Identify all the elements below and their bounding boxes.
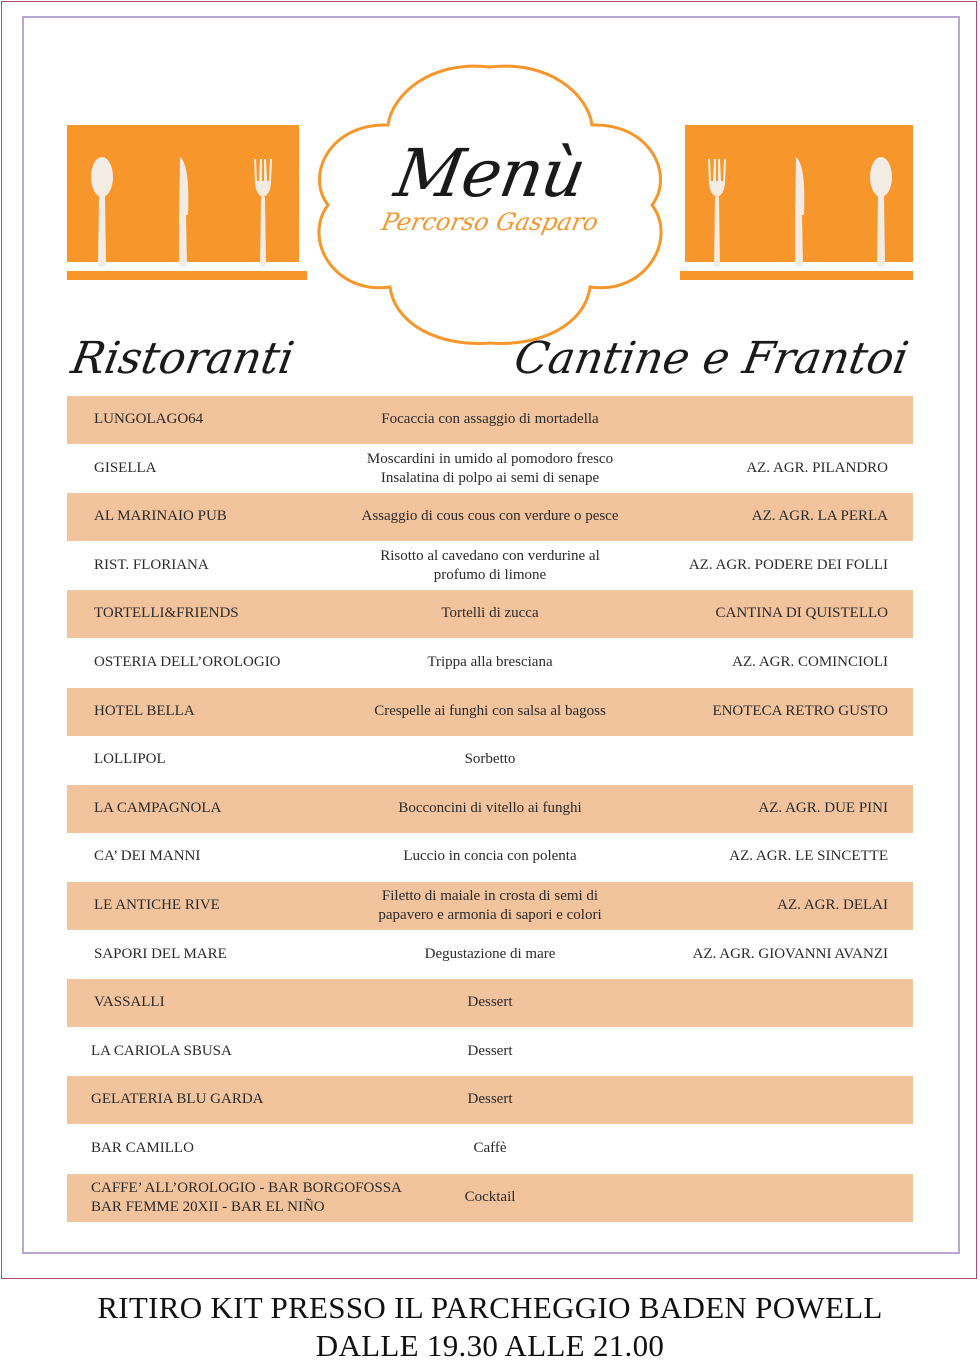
restaurant-name: HOTEL BELLA	[94, 703, 195, 720]
restaurant-name: AL MARINAIO PUB	[94, 508, 227, 525]
table-row	[67, 396, 913, 444]
dish-description: Risotto al cavedano con verdurine al profumo di limone	[380, 547, 600, 583]
dish-description: Tortelli di zucca	[441, 605, 539, 622]
table-row	[67, 1028, 913, 1076]
footer-line-2: DALLE 19.30 ALLE 21.00	[315, 1328, 665, 1363]
table-row	[67, 785, 913, 833]
winery-name	[588, 736, 888, 784]
table-row	[67, 833, 913, 881]
winery-name: AZ. AGR. LA PERLA	[751, 508, 888, 525]
knife-icon	[788, 155, 810, 270]
winery-name	[588, 396, 888, 444]
dish-description: Cocktail	[464, 1189, 516, 1206]
table-row	[67, 931, 913, 979]
dish-description: Moscardini in umido al pomodoro fresco Insalatina di polpo ai semi di senape	[366, 450, 614, 486]
dish-description: Bocconcini di vitello ai funghi	[398, 800, 582, 817]
dish-description: Assaggio di cous cous con verdure o pesce	[361, 508, 619, 525]
dish-description: Luccio in concia con polenta	[403, 848, 577, 865]
dish-description: Sorbetto	[464, 751, 516, 768]
winery-name: AZ. AGR. COMINCIOLI	[732, 654, 888, 671]
table-row	[67, 1174, 913, 1222]
restaurant-name: GELATERIA BLU GARDA	[91, 1091, 264, 1108]
spoon-icon	[87, 155, 117, 270]
table-row	[67, 639, 913, 687]
left-band-line	[67, 271, 307, 280]
winery-name	[588, 1174, 888, 1222]
winery-name: ENOTECA RETRO GUSTO	[712, 703, 888, 720]
restaurant-name: BAR CAMILLO	[91, 1140, 194, 1157]
table-row	[67, 445, 913, 493]
restaurant-name: LOLLIPOL	[94, 751, 166, 768]
right-band-line	[680, 271, 913, 280]
dish-description: Dessert	[467, 1091, 513, 1108]
section-title-restaurants: Ristoranti	[67, 333, 298, 384]
dish-description: Degustazione di mare	[424, 946, 556, 963]
restaurant-name: LUNGOLAGO64	[94, 411, 204, 428]
winery-name: AZ. AGR. DUE PINI	[758, 800, 888, 817]
menu-title: Menù	[389, 135, 591, 212]
winery-name: AZ. AGR. PILANDRO	[746, 460, 888, 477]
table-row	[67, 1125, 913, 1173]
dish-description: Filetto di maiale in crosta di semi di papavero e armonia di sapori e colori	[378, 887, 602, 923]
winery-name: AZ. AGR. PODERE DEI FOLLI	[688, 557, 888, 574]
table-row	[67, 688, 913, 736]
table-row	[67, 542, 913, 590]
restaurant-name: CAFFE’ ALL’OROLOGIO - BAR BORGOFOSSA BAR FEMME 20XII - BAR EL NIÑO	[91, 1179, 402, 1215]
restaurant-name: RIST. FLORIANA	[94, 557, 209, 574]
section-title-wineries: Cantine e Frantoi	[510, 333, 913, 384]
winery-name	[588, 979, 888, 1027]
restaurant-name: GISELLA	[94, 460, 157, 477]
dish-description: Crespelle ai funghi con salsa al bagoss	[374, 703, 606, 720]
dish-description: Caffè	[473, 1140, 507, 1157]
winery-name	[588, 1028, 888, 1076]
spoon-icon	[866, 155, 896, 270]
dish-description: Trippa alla bresciana	[427, 654, 553, 671]
table-row	[67, 1076, 913, 1124]
restaurant-name: TORTELLI&FRIENDS	[94, 605, 239, 622]
winery-name	[588, 1125, 888, 1173]
table-row	[67, 882, 913, 930]
fork-icon	[251, 155, 275, 270]
table-row	[67, 979, 913, 1027]
menu-subtitle: Percorso Gasparo	[379, 208, 601, 236]
table-row	[67, 736, 913, 784]
dish-description: Dessert	[467, 1043, 513, 1060]
fork-icon	[705, 155, 729, 270]
restaurant-name: LE ANTICHE RIVE	[94, 897, 220, 914]
winery-name: CANTINA DI QUISTELLO	[715, 605, 888, 622]
restaurant-name: SAPORI DEL MARE	[94, 946, 227, 963]
restaurant-name: LA CARIOLA SBUSA	[91, 1043, 232, 1060]
winery-name: AZ. AGR. DELAI	[777, 897, 888, 914]
restaurant-name: CA’ DEI MANNI	[94, 848, 201, 865]
dish-description: Dessert	[467, 994, 513, 1011]
table-row	[67, 590, 913, 638]
restaurant-name: OSTERIA DELL’OROLOGIO	[94, 654, 281, 671]
dish-description: Focaccia con assaggio di mortadella	[381, 411, 599, 428]
winery-name: AZ. AGR. GIOVANNI AVANZI	[692, 946, 888, 963]
knife-icon	[172, 155, 194, 270]
restaurant-name: VASSALLI	[94, 994, 165, 1011]
restaurant-name: LA CAMPAGNOLA	[94, 800, 222, 817]
table-row	[67, 493, 913, 541]
winery-name	[588, 1076, 888, 1124]
footer-line-1: RITIRO KIT PRESSO IL PARCHEGGIO BADEN POWELL	[97, 1290, 883, 1325]
winery-name: AZ. AGR. LE SINCETTE	[729, 848, 888, 865]
